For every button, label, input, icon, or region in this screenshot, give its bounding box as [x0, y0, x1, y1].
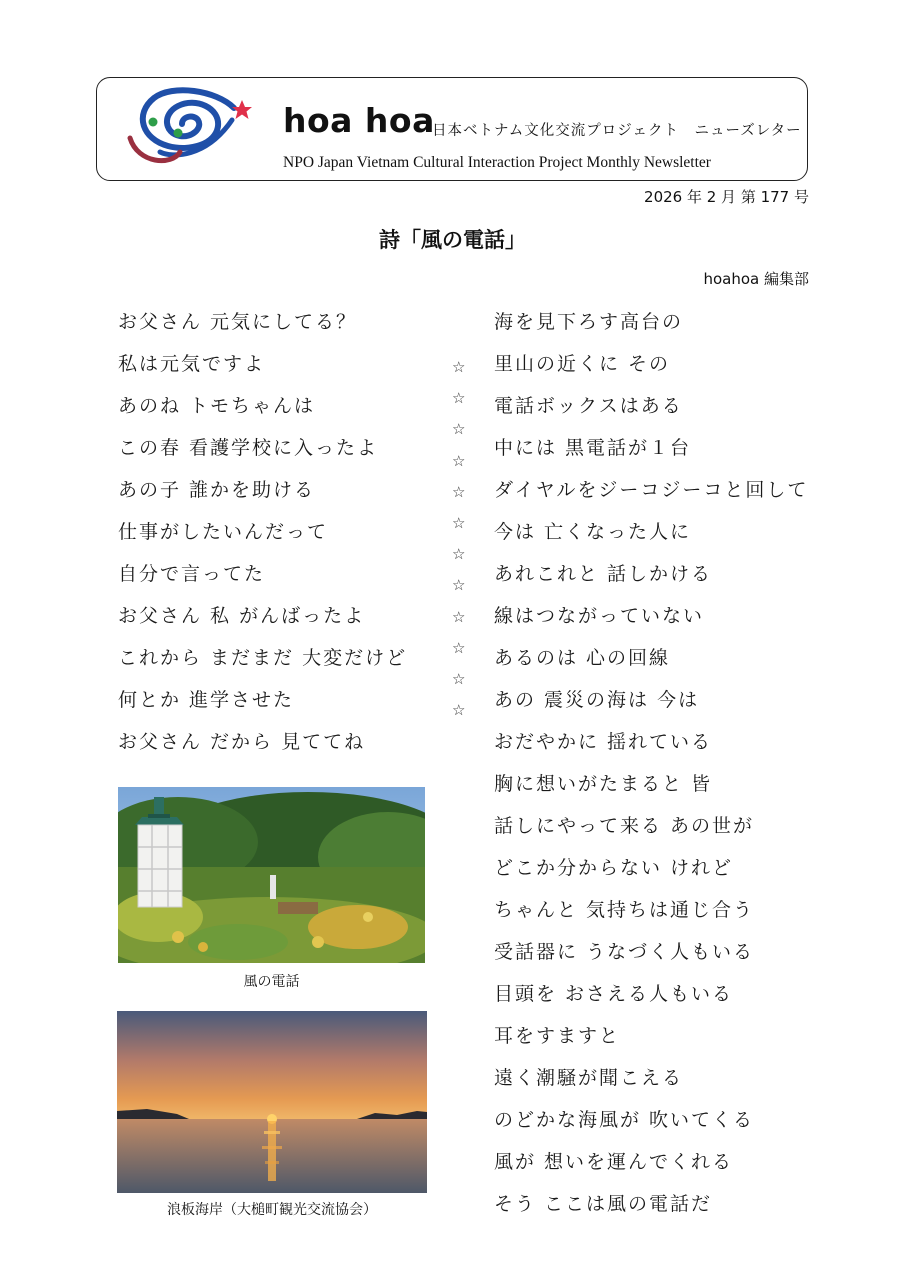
star-icon: ☆	[452, 669, 466, 688]
article-title: 詩「風の電話」	[379, 228, 526, 252]
star-icon: ☆	[452, 545, 466, 564]
poem-line: どこか分からない けれど	[494, 857, 734, 879]
poem-line: 今は 亡くなった人に	[494, 521, 692, 543]
poem-line: 目頭を おさえる人もいる	[494, 983, 734, 1005]
sunset-sea-photo	[117, 1011, 427, 1193]
poem-line: 線はつながっていない	[494, 605, 705, 627]
poem-line: 何とか 進学させた	[118, 689, 295, 711]
star-icon: ☆	[452, 607, 466, 626]
spiral-star-logo-icon	[120, 86, 260, 172]
star-icon: ☆	[452, 701, 466, 720]
star-icon: ☆	[452, 513, 466, 532]
poem-line: あるのは 心の回線	[494, 647, 671, 669]
poem-line: 私は元気ですよ	[118, 353, 266, 375]
poem-line: あの 震災の海は 今は	[494, 689, 700, 711]
star-icon: ☆	[452, 482, 466, 501]
star-divider	[452, 357, 465, 731]
star-icon: ☆	[452, 389, 466, 408]
photo-caption: 風の電話	[243, 974, 300, 990]
star-icon: ☆	[452, 420, 466, 439]
brand-name: hoa hoa	[283, 101, 435, 140]
poem-line: 胸に想いがたまると 皆	[494, 773, 713, 795]
poem-line: これから まだまだ 大変だけど	[118, 647, 408, 669]
poem-line: ちゃんと 気持ちは通じ合う	[494, 899, 755, 921]
poem-line: あれこれと 話しかける	[494, 563, 713, 585]
poem-line: 耳をすますと	[494, 1025, 621, 1047]
poem-line: お父さん 元気にしてる？	[118, 311, 358, 333]
star-icon: ☆	[452, 576, 466, 595]
star-icon: ☆	[452, 638, 466, 657]
poem-line: あの子 誰かを助ける	[118, 479, 316, 501]
poem-line: ダイヤルをジーコジーコと回して	[494, 479, 809, 501]
poem-line: 受話器に うなづく人もいる	[494, 941, 755, 963]
issue-info: 2026 年 2 月 第 177 号	[644, 188, 809, 206]
poem-line: 中には 黒電話が１台	[494, 437, 692, 459]
poem-line: この春 看護学校に入ったよ	[118, 437, 379, 459]
poem-line: 自分で言ってた	[118, 563, 266, 585]
poem-line: 里山の近くに その	[494, 353, 671, 375]
poem-line: そう ここは風の電話だ	[494, 1193, 713, 1215]
poem-line: 仕事がしたいんだって	[118, 521, 329, 543]
poem-line: 風が 想いを運んでくれる	[494, 1151, 734, 1173]
brand-subtitle-jp: 日本ベトナム文化交流プロジェクト ニューズレター	[432, 123, 802, 139]
phone-booth-photo	[118, 787, 425, 963]
poem-line: のどかな海風が 吹いてくる	[494, 1109, 755, 1131]
poem-line: お父さん 私 がんばったよ	[118, 605, 366, 627]
article-author: hoahoa 編集部	[703, 270, 809, 288]
star-icon: ☆	[452, 451, 466, 470]
poem-line: お父さん だから 見ててね	[118, 731, 366, 753]
poem-line: 海を見下ろす高台の	[494, 311, 684, 333]
poem-line: おだやかに 揺れている	[494, 731, 713, 753]
star-icon: ☆	[452, 358, 466, 376]
poem-line: 電話ボックスはある	[494, 395, 683, 417]
poem-line: あのね トモちゃんは	[118, 395, 316, 417]
photo-caption: 浪板海岸（大槌町観光交流協会）	[167, 1202, 377, 1218]
poem-right-column	[494, 308, 808, 1232]
brand-subtitle-en: NPO Japan Vietnam Cultural Interaction Project Monthly Newsletter	[283, 154, 711, 171]
poem-line: 遠く潮騒が聞こえる	[494, 1067, 684, 1089]
poem-left-column	[118, 308, 407, 770]
poem-line: 話しにやって来る あの世が	[494, 815, 755, 837]
